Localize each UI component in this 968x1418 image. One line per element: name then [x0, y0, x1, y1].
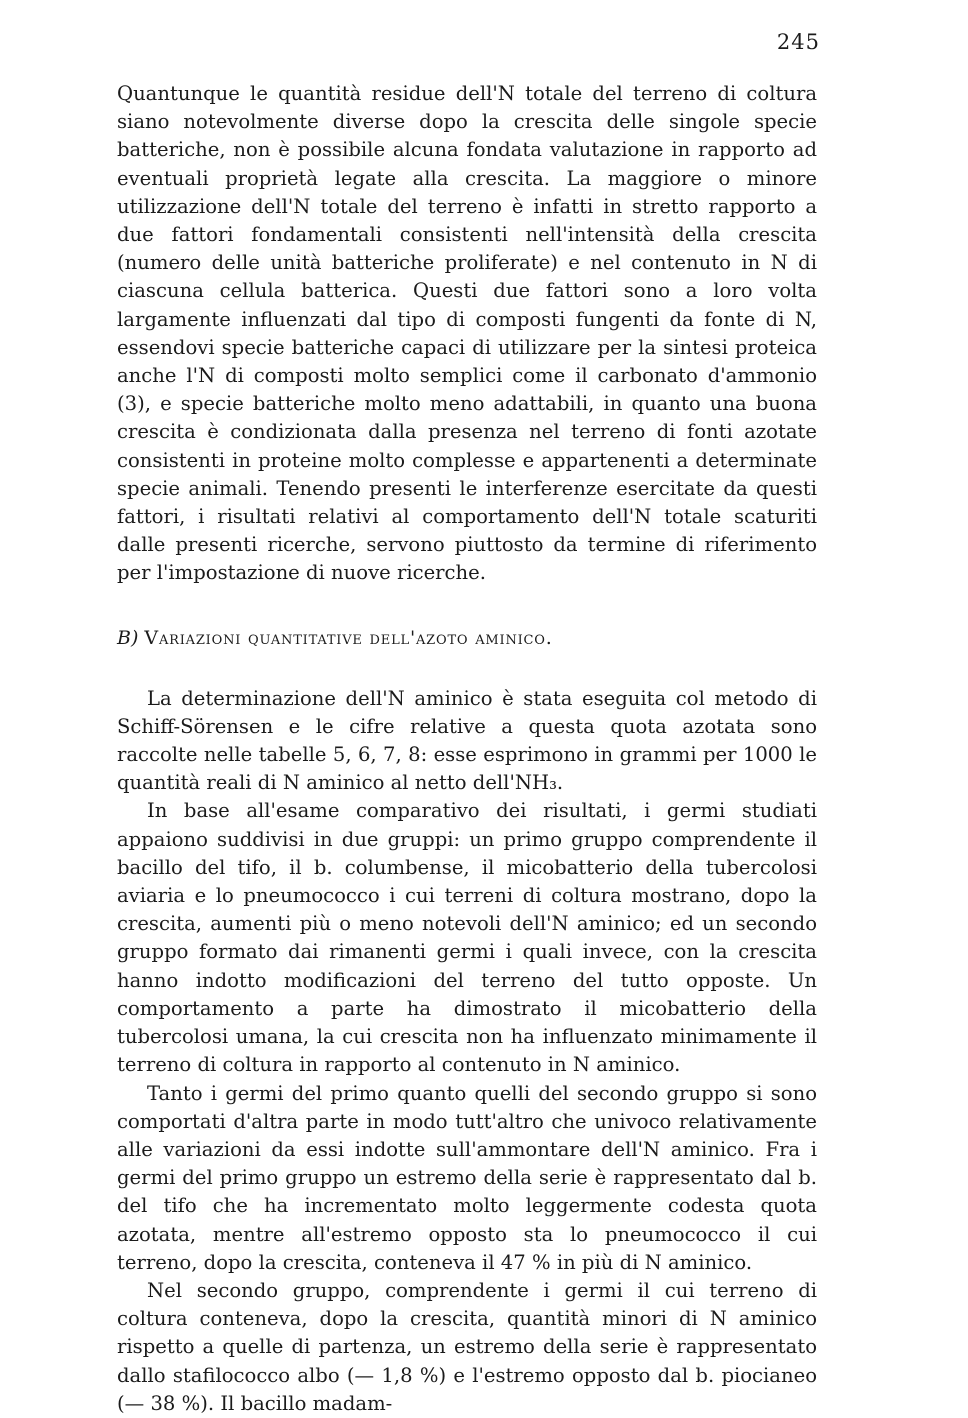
paragraph: Tanto i germi del primo quanto quelli del secondo gruppo si sono comportati d'altra parte in modo tutt'altro che univoco relativamente alle variazioni da essi indotte sull'ammontare dell'N aminico. Fra i germi del primo gruppo un estremo della serie è rappresentato dal b. del tifo che ha incrementato molto leggermente codesta quota azotata, mentre all'estremo opposto sta lo pneumococco il cui terreno, dopo la crescita, conteneva il 47 % in più di N aminico. [117, 1081, 817, 1274]
paragraph: La determinazione dell'N aminico è stata eseguita col metodo di Schiff-Sörensen e le cifre relative a questa quota azotata sono raccolte nelle tabelle 5, 6, 7, 8: esse esprimono in grammi per 1000 le quantità reali di N aminico al netto dell'NH₃. [117, 686, 817, 795]
section-heading [117, 624, 817, 652]
section-letter: B) [117, 626, 139, 649]
section-title: Variazioni quantitative dell'azoto aminico. [144, 626, 553, 649]
paragraph: Quantunque le quantità residue dell'N totale del terreno di coltura siano notevolmente diverse dopo la crescita delle singole specie batteriche, non è possibile alcuna fondata valutazione in rapporto ad eventuali proprietà legate alla crescita. La maggiore o minore utilizzazione dell'N totale del terreno è infatti in stretto rapporto a due fattori fondamentali consistenti nell'intensità della crescita (numero delle unità batteriche proliferate) e nel contenuto in N di ciascuna cellula batterica. Questi due fattori sono a loro volta largamente influenzati dal tipo di composti fungenti da fonte di N, essendovi specie batteriche capaci di utilizzare per la sintesi proteica anche l'N di composti molto semplici come il carbonato d'ammonio (3), e specie batteriche molto meno adattabili, in quanto una buona crescita è condizionata dalla presenza nel terreno di fonti azotate consistenti in proteine molto complesse e appartenenti a determinate specie animali. Tenendo presenti le interferenze esercitate da questi fattori, i risultati relativi al comportamento dell'N totale scaturiti dalle presenti ricerche, servono piuttosto da termine di riferimento per l'impostazione di nuove ricerche. [117, 82, 817, 585]
paragraph: In base all'esame comparativo dei risultati, i germi studiati appaiono suddivisi in due gruppi: un primo gruppo comprendente il bacillo del tifo, il b. columbense, il micobatterio della tubercolosi aviaria e lo pneumococco i cui terreni di coltura mostrano, dopo la crescita, aumenti più o meno notevoli dell'N aminico; ed un secondo gruppo formato dai rimanenti germi i quali invece, con la crescita hanno indotto modificazioni del terreno del tutto opposte. Un comportamento a parte ha dimostrato il micobatterio della tubercolosi umana, la cui crescita non ha influenzato minimamente il terreno di coltura in rapporto al contenuto in N aminico. [117, 799, 817, 1077]
page-number: 245 [776, 30, 820, 54]
body-text [117, 80, 817, 1418]
paragraph: Nel secondo gruppo, comprendente i germi il cui terreno di coltura conteneva, dopo la crescita, quantità minori di N aminico rispetto a quelle di partenza, un estremo della serie è rappresentato dallo stafilococco albo (— 1,8 %) e l'estremo opposto dal b. piocianeo (— 38 %). Il bacillo madam- [117, 1278, 817, 1415]
